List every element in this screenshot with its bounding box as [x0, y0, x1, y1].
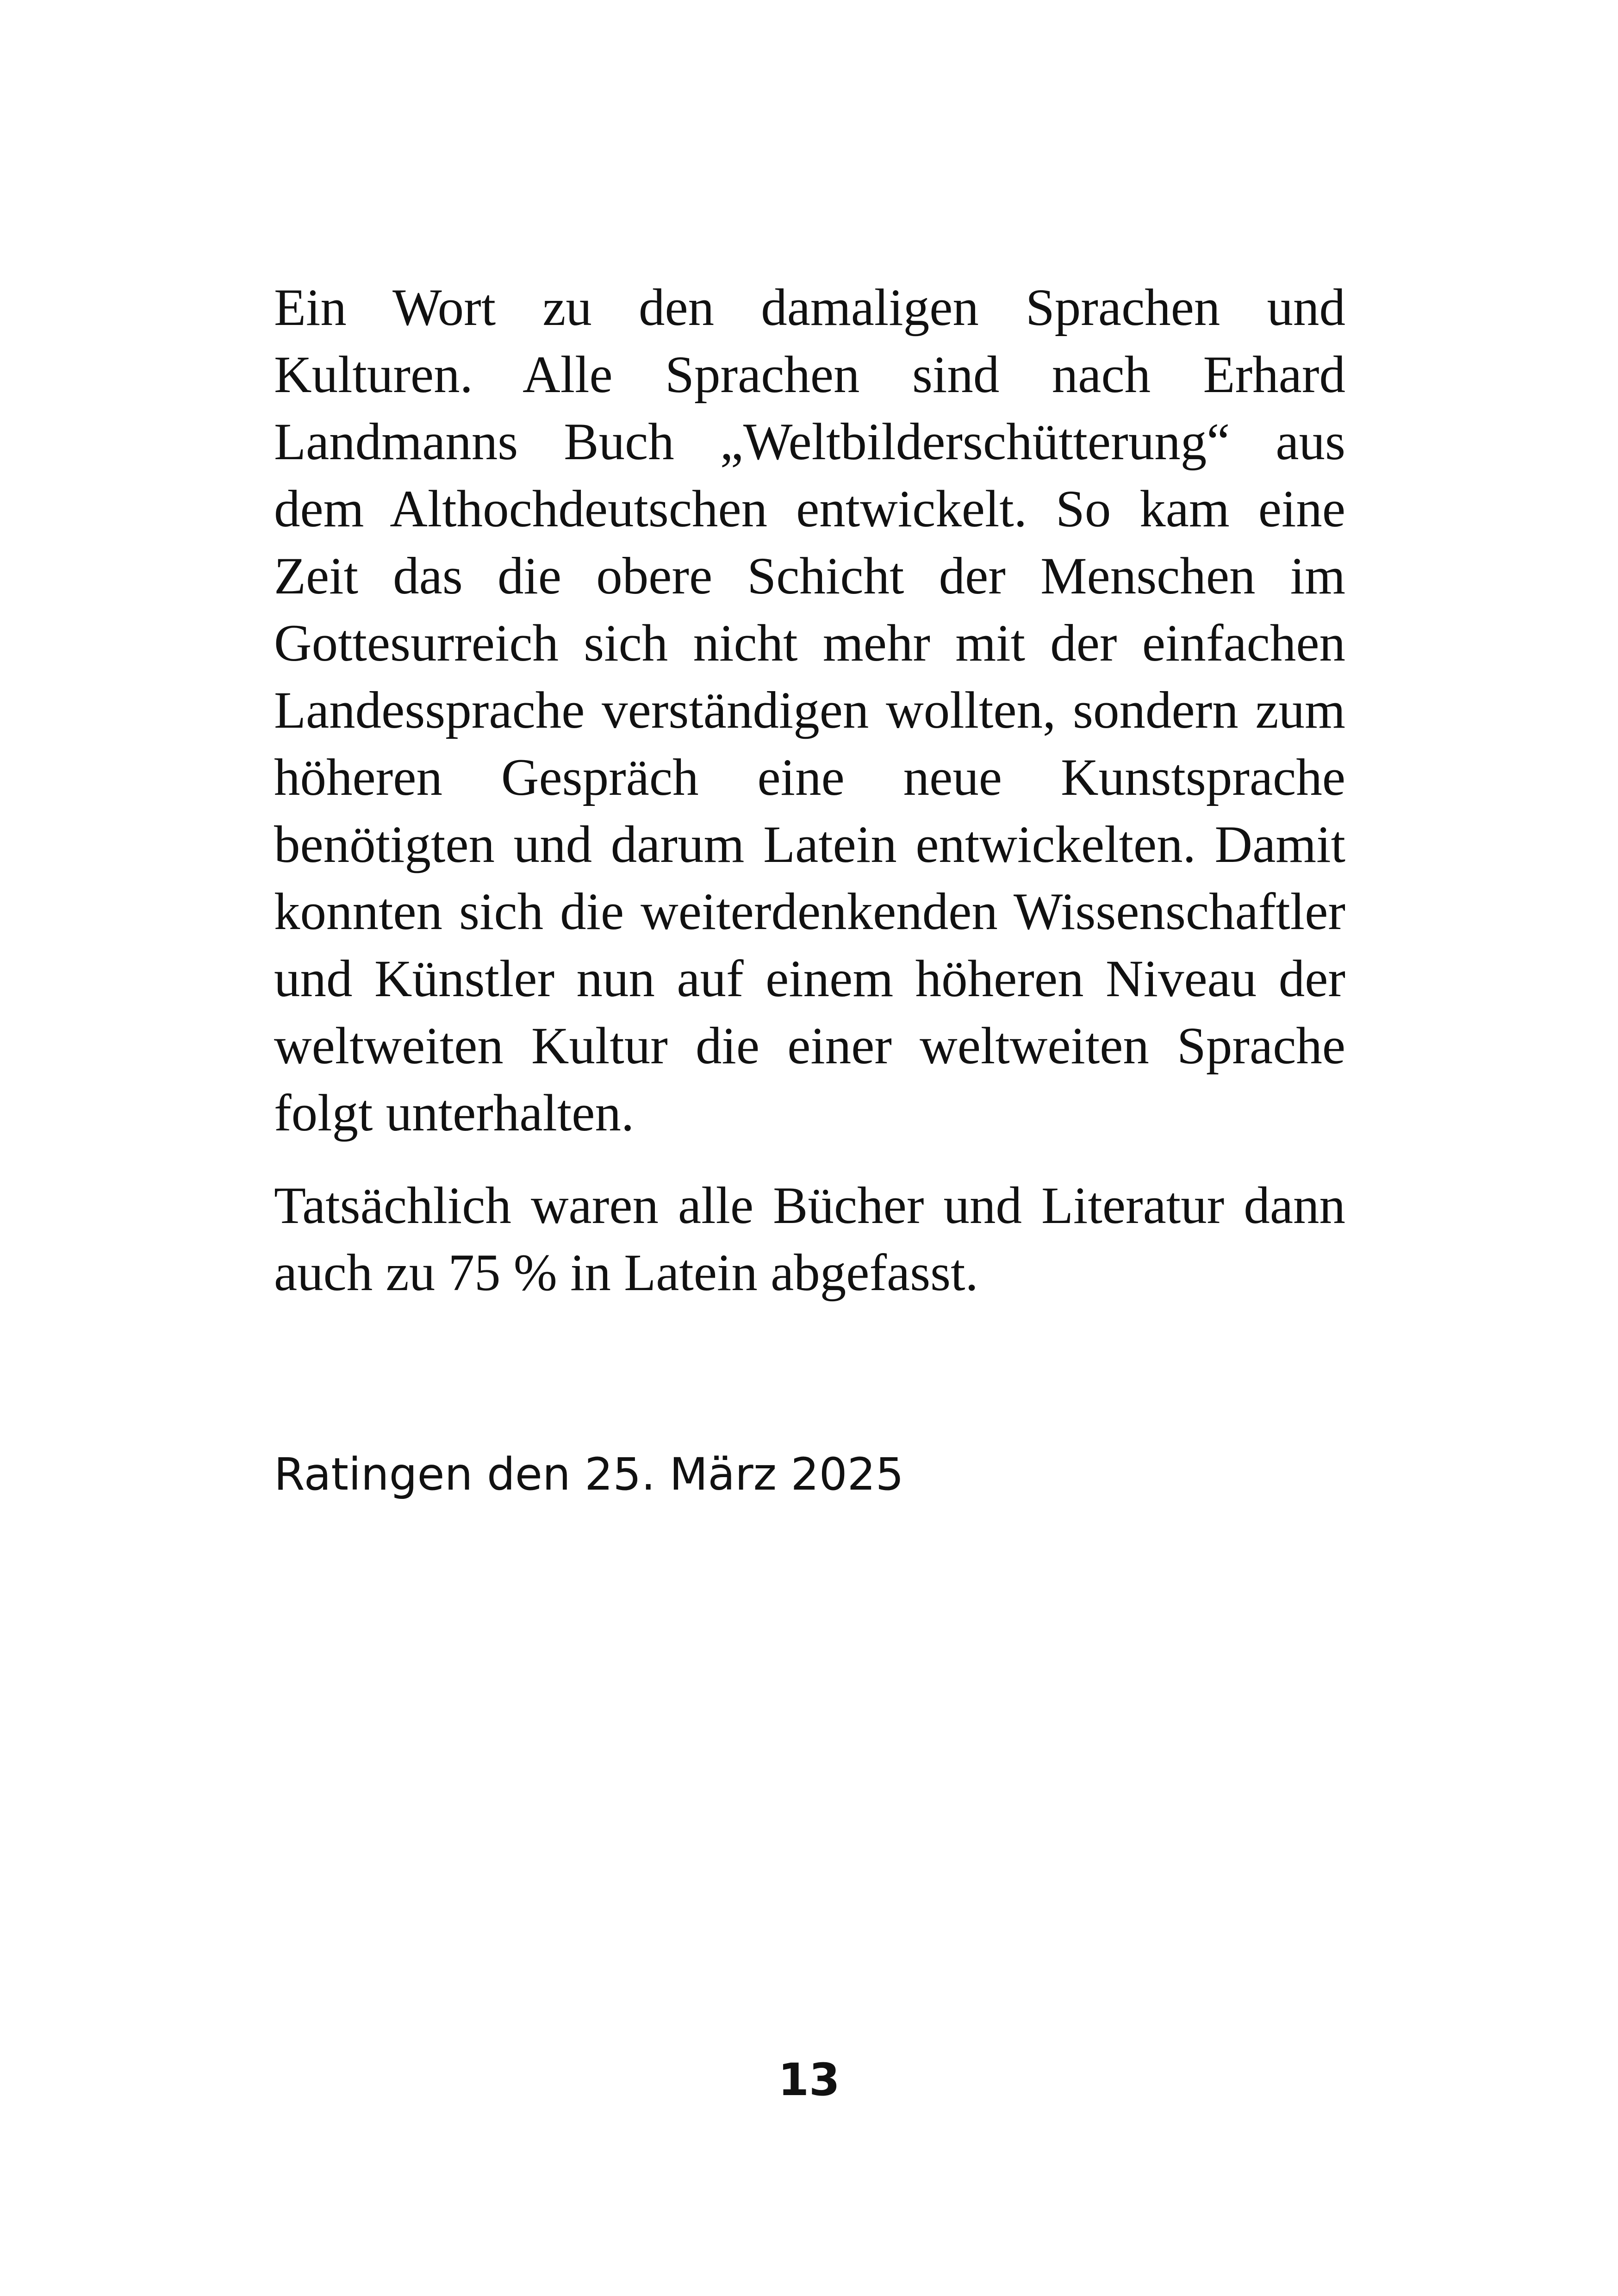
place-date-line: Ratingen den 25. März 2025 [274, 1448, 904, 1500]
page-number: 13 [778, 2054, 840, 2106]
body-text [274, 274, 1345, 1306]
paragraph-languages: Ein Wort zu den damaligen Sprachen und Kulturen. Alle Sprachen sind nach Erhard Landmanns Buch „Weltbilderschütterung“ aus dem Althochdeutschen entwickelt. So kam eine Zeit das die obere Schicht der Menschen im Gottesurreich sich nicht mehr mit der einfachen Landessprache verständigen wollten, sondern zum höheren Gespräch eine neue Kunstsprache benötigten und darum Latein entwickelten. Damit konnten sich die weiterdenkenden Wissenschaftler und Künstler nun auf einem höheren Niveau der weltweiten Kultur die einer weltweiten Sprache folgt unterhalten. [274, 279, 1345, 1142]
paragraph-latin-share: Tatsächlich waren alle Bücher und Literatur dann auch zu 75 % in Latein abgefasst. [274, 1177, 1345, 1302]
